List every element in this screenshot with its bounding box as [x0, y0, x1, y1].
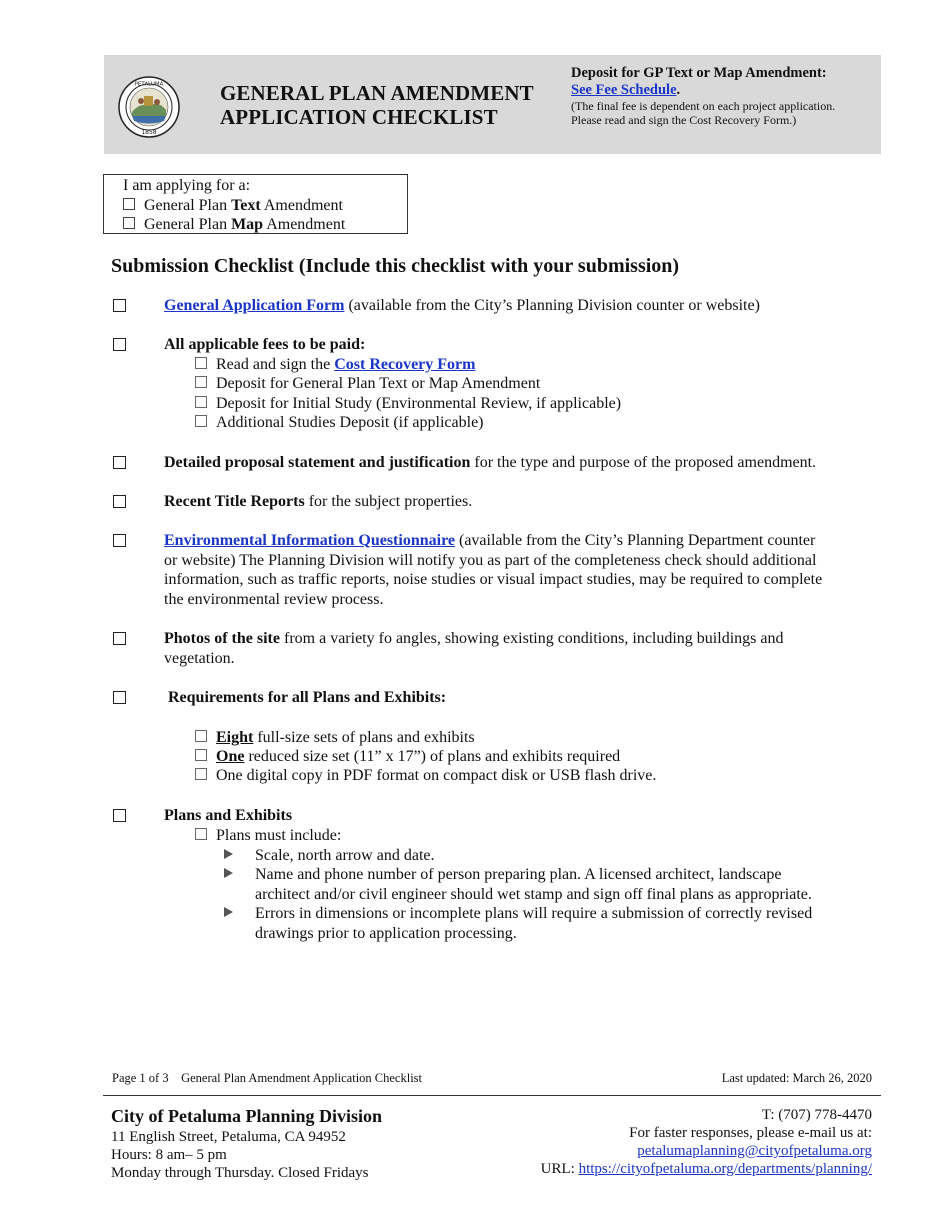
item3-bold: Detailed proposal statement and justification: [164, 454, 471, 471]
item6-line2: vegetation.: [164, 649, 235, 667]
plans-must-include[interactable]: [195, 826, 341, 846]
item5-line1-rest: (available from the City’s Planning Department counter: [454, 532, 816, 549]
reduced-set-checkbox[interactable]: [195, 749, 207, 761]
footer-contact-block: [541, 1106, 872, 1178]
footer-page-info: [112, 1071, 422, 1086]
opt2-bold: Map: [231, 216, 264, 233]
item8-heading: Plans and Exhibits: [164, 807, 293, 824]
opt2-post: Amendment: [263, 216, 346, 233]
additional-studies-checkbox[interactable]: [195, 415, 207, 427]
item5-line2: or website) The Planning Division will notify you as part of the completeness check should additional: [164, 551, 817, 569]
bullet-scale: [224, 846, 870, 866]
environmental-questionnaire-link[interactable]: Environmental Information Questionnaire: [164, 532, 455, 549]
gp-deposit-checkbox[interactable]: [195, 376, 207, 388]
application-type-box: [103, 174, 408, 234]
checklist-title: Submission Checklist (Include this checklist with your submission): [111, 255, 680, 277]
city-seal-logo: [118, 76, 180, 138]
req-sub-digital-copy[interactable]: [195, 766, 656, 786]
last-updated: Last updated: March 26, 2020: [721, 1071, 872, 1085]
item6-line1-rest: from a variety fo angles, showing existing conditions, including buildings and: [279, 630, 784, 647]
title-reports-checkbox[interactable]: [113, 495, 126, 508]
item7-sub1-bold: Eight: [216, 729, 254, 746]
deposit-info: [571, 65, 871, 127]
deposit-heading: Deposit for GP Text or Map Amendment:: [571, 65, 827, 81]
bullet-name-phone: [224, 865, 870, 903]
item7-sub3: One digital copy in PDF format on compact disk or USB flash drive.: [216, 767, 657, 784]
page-number: Page 1 of 3: [112, 1071, 169, 1085]
plans-exhibits-checkbox[interactable]: [113, 809, 126, 822]
item8-b1: Scale, north arrow and date.: [255, 847, 435, 864]
item2-sub2: Deposit for General Plan Text or Map Amendment: [216, 375, 541, 392]
item7-heading: Requirements for all Plans and Exhibits:: [168, 689, 447, 706]
item8-b2-l1: Name and phone number of person preparing plan. A licensed architect, landscape: [255, 866, 782, 883]
item4-bold: Recent Title Reports: [164, 493, 305, 510]
initial-study-checkbox[interactable]: [195, 396, 207, 408]
item2-sub4: Additional Studies Deposit (if applicable): [216, 414, 484, 431]
item7-sub2-bold: One: [216, 748, 245, 765]
footer-divider: [103, 1095, 881, 1096]
environmental-checkbox[interactable]: [113, 534, 126, 547]
fee-sub-initial-study[interactable]: [195, 394, 621, 414]
fee-period: .: [676, 82, 681, 98]
item1-rest: (available from the City’s Planning Division counter or website): [344, 297, 760, 314]
item8-b2-l2: architect and/or civil engineer should wet stamp and sign off final plans as appropriate.: [255, 885, 812, 903]
footer-email-link[interactable]: petalumaplanning@cityofpetaluma.org: [637, 1143, 872, 1159]
arrow-bullet-icon: [224, 868, 233, 878]
item3-rest: for the type and purpose of the proposed amendment.: [470, 454, 817, 471]
req-sub-eight-sets[interactable]: [195, 728, 475, 748]
item2-sub1-pre: Read and sign the: [216, 356, 335, 373]
req-sub-reduced-set[interactable]: [195, 747, 620, 767]
opt2-pre: General Plan: [144, 216, 232, 233]
item8-b3-l1: Errors in dimensions or incomplete plans will require a submission of correctly revised: [255, 905, 813, 922]
item4-rest: for the subject properties.: [304, 493, 473, 510]
fees-checkbox[interactable]: [113, 338, 126, 351]
applying-label: I am applying for a:: [123, 177, 251, 194]
application-form-checkbox[interactable]: [113, 299, 126, 312]
item6-bold: Photos of the site: [164, 630, 280, 647]
item5-line3: information, such as traffic reports, noise studies or visual impact studies, may be required to complete: [164, 571, 823, 588]
footer-phone: T: (707) 778-4470: [761, 1107, 872, 1123]
photos-checkbox[interactable]: [113, 632, 126, 645]
fee-schedule-link[interactable]: See Fee Schedule: [571, 82, 677, 98]
item5-line4: the environmental review process.: [164, 590, 384, 608]
map-amendment-option[interactable]: [123, 215, 407, 235]
opt1-bold: Text: [231, 196, 261, 214]
cost-recovery-checkbox[interactable]: [195, 357, 207, 369]
fee-sub-additional-studies[interactable]: [195, 413, 484, 433]
arrow-bullet-icon: [224, 849, 233, 859]
footer-email-note: For faster responses, please e-mail us at:: [629, 1125, 872, 1141]
deposit-note-1: (The final fee is dependent on each project application.: [571, 99, 836, 113]
item7-sub2-rest: reduced size set (11” x 17”) of plans and exhibits required: [244, 748, 621, 765]
item8-b3-l2: drawings prior to application processing.: [255, 924, 517, 942]
footer-address: 11 English Street, Petaluma, CA 94952: [111, 1129, 346, 1145]
footer-doc-title: General Plan Amendment Application Checklist: [181, 1071, 423, 1085]
opt1-pre: General Plan: [144, 196, 232, 214]
item2-sub3: Deposit for Initial Study (Environmental Review, if applicable): [216, 395, 622, 412]
footer-hours: Hours: 8 am– 5 pm: [111, 1147, 227, 1163]
text-amendment-checkbox[interactable]: [123, 198, 135, 210]
footer-address-block: [111, 1128, 368, 1182]
city-division-name: City of Petaluma Planning Division: [111, 1106, 383, 1126]
item8-sub1: Plans must include:: [216, 827, 342, 844]
opt1-post: Amendment: [260, 196, 343, 214]
footer-url-link[interactable]: https://cityofpetaluma.org/departments/planning/: [578, 1161, 872, 1177]
proposal-checkbox[interactable]: [113, 456, 126, 469]
eight-sets-checkbox[interactable]: [195, 730, 207, 742]
digital-copy-checkbox[interactable]: [195, 768, 207, 780]
general-application-form-link[interactable]: General Application Form: [164, 297, 345, 314]
title-line-2: APPLICATION CHECKLIST: [220, 105, 498, 129]
footer-days: Monday through Thursday. Closed Fridays: [111, 1165, 369, 1181]
title-line-1: GENERAL PLAN AMENDMENT: [220, 81, 534, 105]
seal-year: 1858: [141, 129, 157, 136]
item2-heading: All applicable fees to be paid:: [164, 336, 366, 353]
text-amendment-option[interactable]: [123, 196, 407, 216]
deposit-note-2: Please read and sign the Cost Recovery Form.): [571, 113, 797, 127]
cost-recovery-form-link[interactable]: Cost Recovery Form: [334, 356, 476, 373]
requirements-checkbox[interactable]: [113, 691, 126, 704]
seal-name: PETALUMA: [134, 81, 164, 88]
item7-sub1-rest: full-size sets of plans and exhibits: [253, 729, 475, 746]
bullet-errors: [224, 904, 870, 942]
fee-sub-cost-recovery[interactable]: [195, 355, 475, 375]
page-title: [220, 81, 534, 129]
arrow-bullet-icon: [224, 907, 233, 917]
map-amendment-checkbox[interactable]: [123, 217, 135, 229]
fee-sub-gp-deposit[interactable]: [195, 374, 540, 394]
footer-url-label: URL:: [540, 1161, 579, 1177]
plans-include-checkbox[interactable]: [195, 828, 207, 840]
